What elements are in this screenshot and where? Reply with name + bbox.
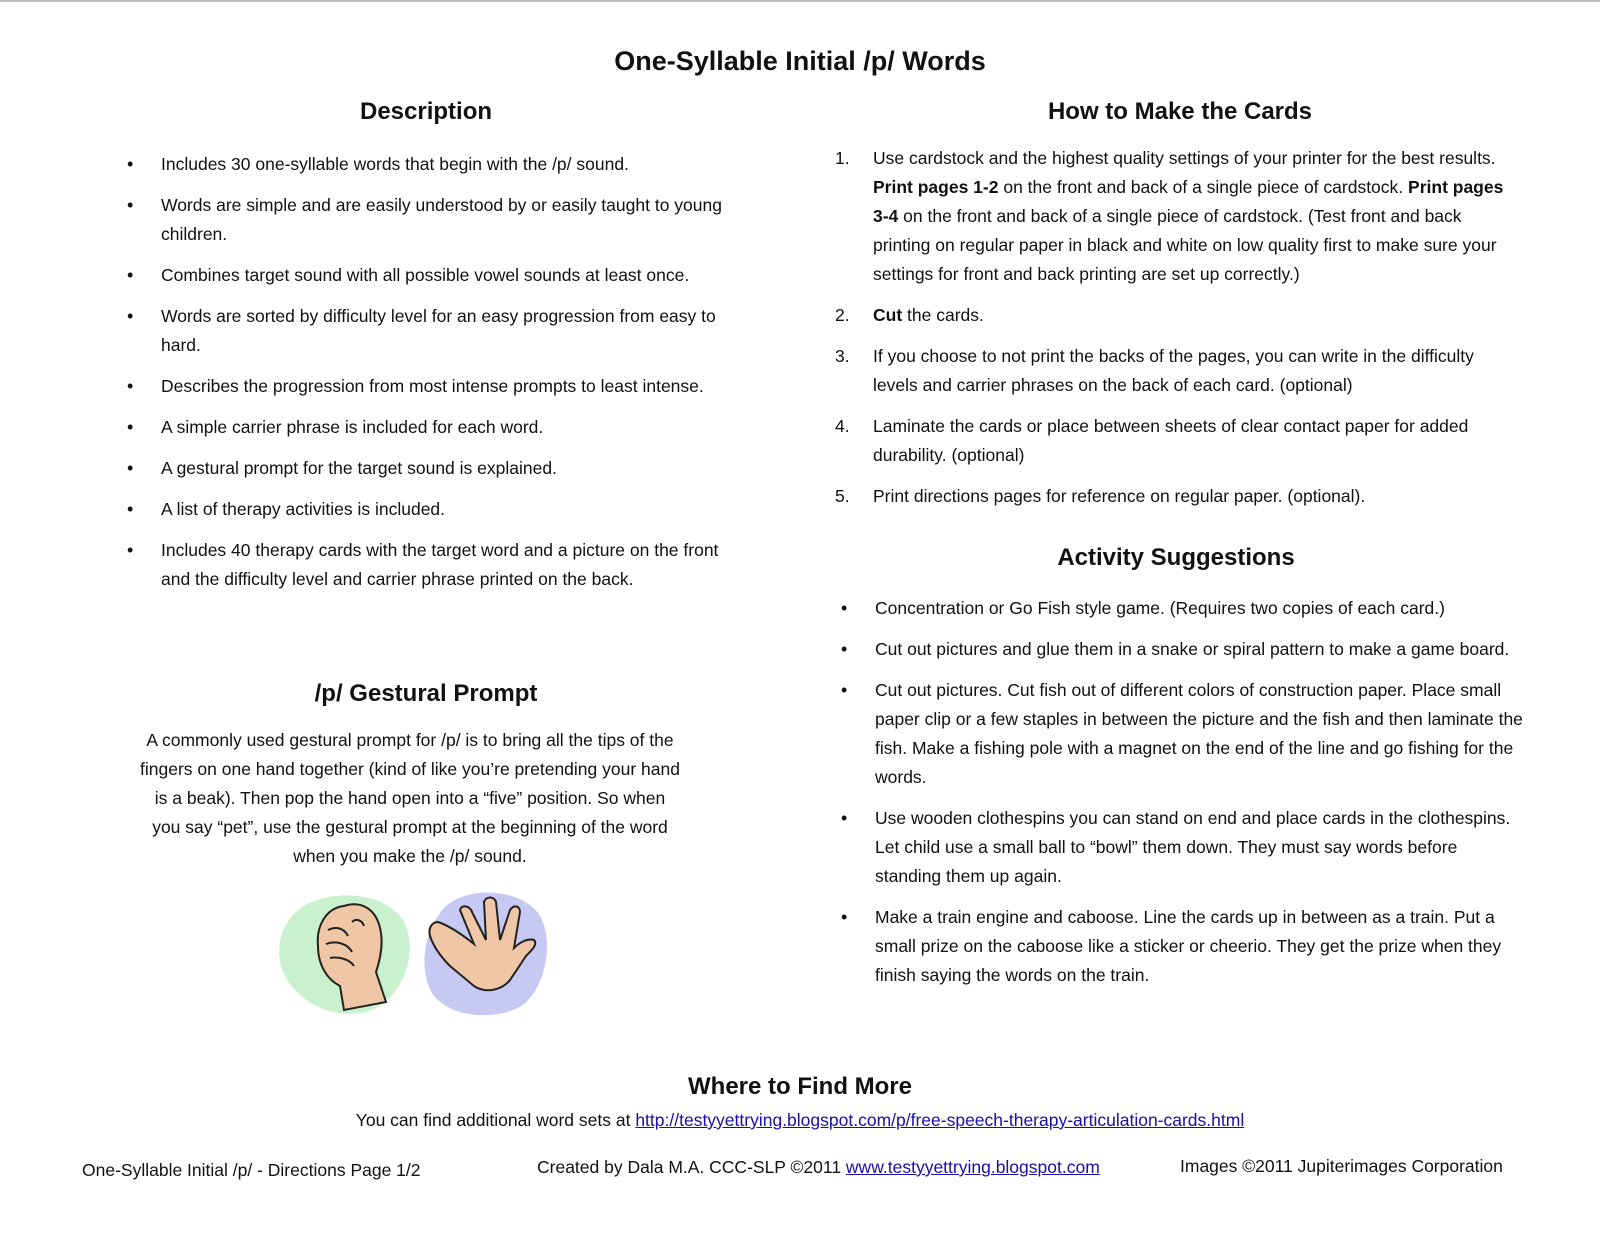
bullet-icon: • xyxy=(127,499,134,519)
top-border xyxy=(0,0,1600,2)
bullet-icon: • xyxy=(841,680,848,700)
activities-list xyxy=(841,594,1525,1002)
bullet-icon: • xyxy=(127,417,134,437)
more-heading: Where to Find More xyxy=(688,1073,912,1100)
step-bold: Print pages 3-4 xyxy=(873,177,1504,226)
activity-item: Concentration or Go Fish style game. (Requires two copies of each card.) xyxy=(875,598,1445,618)
description-item: A gestural prompt for the target sound is explained. xyxy=(161,458,557,478)
bullet-icon: • xyxy=(127,154,134,174)
gestural-heading: /p/ Gestural Prompt xyxy=(314,680,538,707)
step-bold: Print pages 1-2 xyxy=(873,177,999,197)
description-list xyxy=(127,150,731,606)
step-text: If you choose to not print the backs of the pages, you can write in the difficulty levels and carrier phrases on the back of each card. (optional) xyxy=(873,346,1474,395)
activity-item: Use wooden clothespins you can stand on end and place cards in the clothespins. Let child use a small ball to “bowl” them down. They must say words before standing them up again. xyxy=(875,808,1511,886)
activity-item: Cut out pictures and glue them in a snake or spiral pattern to make a game board. xyxy=(875,639,1510,659)
footer-right: Images ©2011 Jupiterimages Corporation xyxy=(1180,1156,1503,1176)
bullet-icon: • xyxy=(841,808,848,828)
activity-item: Cut out pictures. Cut fish out of different colors of construction paper. Place small paper clip or a few staples in between the picture and the fish and then laminate the fish. Make a fishing pole with a magnet on the end of the line and go fishing for the words. xyxy=(875,680,1523,787)
activities-heading: Activity Suggestions xyxy=(1057,544,1295,571)
more-line xyxy=(0,1110,1600,1131)
list-item xyxy=(835,301,1523,330)
description-item: Words are sorted by difficulty level for an easy progression from easy to hard. xyxy=(161,306,716,355)
list-item xyxy=(835,144,1523,289)
bullet-icon: • xyxy=(841,639,848,659)
page-title: One-Syllable Initial /p/ Words xyxy=(614,46,986,76)
list-item xyxy=(841,635,1525,664)
description-item: Describes the progression from most intense prompts to least intense. xyxy=(161,376,704,396)
step-number: 1. xyxy=(835,148,850,168)
bullet-icon: • xyxy=(127,195,134,215)
list-item xyxy=(127,261,731,290)
list-item xyxy=(835,482,1523,511)
footer-site-link[interactable]: www.testyyettrying.blogspot.com xyxy=(845,1157,1100,1177)
list-item xyxy=(127,150,731,179)
bullet-icon: • xyxy=(127,306,134,326)
description-item: Includes 30 one-syllable words that begin with the /p/ sound. xyxy=(161,154,629,174)
activity-item: Make a train engine and caboose. Line the cards up in between as a train. Put a small prize on the caboose like a sticker or cheerio. They get the prize when they finish saying the words on the train. xyxy=(875,907,1502,985)
more-prefix: You can find additional word sets at xyxy=(355,1110,636,1130)
footer-center xyxy=(537,1157,1100,1178)
more-link[interactable]: http://testyyettrying.blogspot.com/p/free-speech-therapy-articulation-cards.html xyxy=(635,1110,1245,1130)
step-bold: Cut xyxy=(873,305,903,325)
bullet-icon: • xyxy=(841,598,848,618)
list-item xyxy=(835,342,1523,400)
list-item xyxy=(127,536,731,594)
step-text: on the front and back of a single piece of cardstock. (Test front and back printing on regular paper in black and white on low quality first to make sure your settings for front and back printing are set up correctly.) xyxy=(873,206,1497,284)
footer-credit: Created by Dala M.A. CCC-SLP ©2011 xyxy=(537,1157,846,1177)
step-number: 4. xyxy=(835,416,850,436)
description-item: Words are simple and are easily understood by or easily taught to young children. xyxy=(161,195,722,244)
step-number: 3. xyxy=(835,346,850,366)
howto-heading: How to Make the Cards xyxy=(1047,98,1313,125)
list-item xyxy=(127,372,731,401)
list-item xyxy=(127,495,731,524)
list-item xyxy=(127,413,731,442)
description-item: A list of therapy activities is included. xyxy=(161,499,446,519)
step-text: Use cardstock and the highest quality settings of your printer for the best results. xyxy=(873,148,1496,168)
description-item: A simple carrier phrase is included for each word. xyxy=(161,417,544,437)
description-item: Includes 40 therapy cards with the target word and a picture on the front and the difficulty level and carrier phrase printed on the back. xyxy=(161,540,719,589)
list-item xyxy=(841,804,1525,891)
description-item: Combines target sound with all possible vowel sounds at least once. xyxy=(161,265,690,285)
open-hand-image xyxy=(420,886,550,1020)
bullet-icon: • xyxy=(127,265,134,285)
bullet-icon: • xyxy=(841,907,848,927)
closed-hand-image xyxy=(276,886,418,1016)
step-text: on the front and back of a single piece of cardstock. xyxy=(998,177,1409,197)
list-item xyxy=(841,903,1525,990)
list-item xyxy=(841,594,1525,623)
step-text: Print directions pages for reference on regular paper. (optional). xyxy=(873,486,1366,506)
description-heading: Description xyxy=(359,98,493,125)
list-item xyxy=(841,676,1525,792)
bullet-icon: • xyxy=(127,458,134,478)
list-item xyxy=(127,454,731,483)
step-text: Laminate the cards or place between sheets of clear contact paper for added durability. (optional) xyxy=(873,416,1469,465)
list-item xyxy=(127,302,731,360)
bullet-icon: • xyxy=(127,376,134,396)
gestural-text: A commonly used gestural prompt for /p/ is to bring all the tips of the fingers on one hand together (kind of like you’re pretending your hand is a beak). Then pop the hand open into a “five” position. So when you say “pet”, use the gestural prompt at the beginning of the word when you make the /p/ sound. xyxy=(140,730,680,866)
howto-list xyxy=(835,144,1523,523)
list-item xyxy=(127,191,731,249)
list-item xyxy=(835,412,1523,470)
step-number: 5. xyxy=(835,486,850,506)
step-number: 2. xyxy=(835,305,850,325)
bullet-icon: • xyxy=(127,540,134,560)
step-text: the cards. xyxy=(902,305,984,325)
footer-left: One-Syllable Initial /p/ - Directions Page 1/2 xyxy=(82,1160,421,1180)
